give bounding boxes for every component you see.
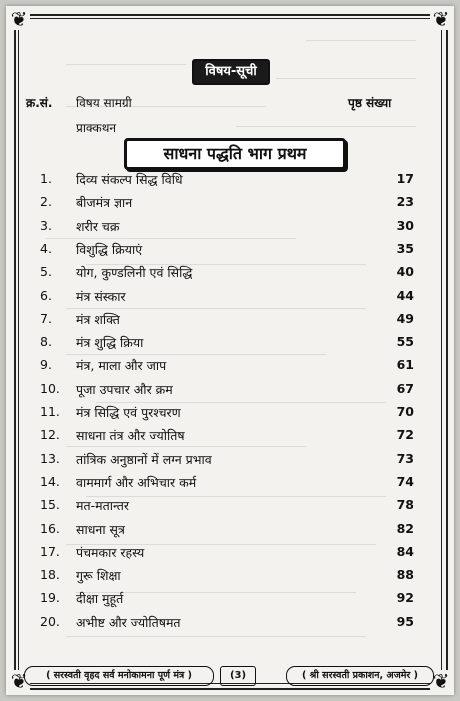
toc-title: विशुद्धि क्रियाएं — [76, 241, 143, 257]
toc-page: 17 — [396, 171, 414, 186]
toc-number: 15. — [40, 497, 60, 513]
toc-row — [6, 451, 454, 473]
toc-title: तांत्रिक अनुष्ठानों में लग्न प्रभाव — [76, 451, 212, 467]
toc-row — [6, 497, 454, 519]
toc-number: 16. — [40, 520, 60, 536]
toc-number: 9. — [40, 357, 52, 373]
header-subject: विषय सामग्री — [76, 96, 132, 110]
toc-number: 7. — [40, 310, 52, 326]
toc-row — [6, 218, 454, 240]
toc-row — [6, 241, 454, 263]
toc-number: 17. — [40, 543, 60, 559]
toc-page: 61 — [396, 357, 414, 373]
toc-number: 6. — [40, 287, 52, 303]
toc-title: गुरू शिक्षा — [76, 568, 121, 584]
toc-title: बीजमंत्र ज्ञान — [76, 195, 133, 211]
toc-number: 1. — [40, 171, 52, 186]
toc-page: 84 — [396, 543, 414, 559]
corner-ornament-icon: ❦ — [430, 670, 452, 692]
toc-number: 14. — [40, 473, 60, 489]
corner-ornament-icon: ❦ — [8, 8, 30, 30]
toc-number: 8. — [40, 334, 52, 350]
toc-number: 19. — [40, 590, 60, 606]
document-page — [6, 6, 454, 695]
toc-page: 73 — [396, 450, 414, 466]
toc-page: 88 — [396, 567, 414, 583]
toc-page: 40 — [396, 264, 414, 280]
toc-number: 18. — [40, 567, 60, 583]
header-serial: क्र.सं. — [26, 96, 53, 110]
toc-title: मंत्र संस्कार — [76, 288, 126, 304]
toc-number: 4. — [40, 240, 52, 256]
toc-page: 35 — [396, 240, 414, 256]
toc-title: योग, कुण्डलिनी एवं सिद्धि — [76, 265, 193, 281]
toc-page: 72 — [396, 427, 414, 443]
toc-number: 10. — [40, 380, 60, 396]
toc-title: मंत्र सिद्धि एवं पुरश्चरण — [76, 405, 181, 420]
toc-page: 67 — [396, 380, 414, 396]
toc-title: शरीर चक्र — [76, 218, 120, 234]
page-title: विषय-सूची — [192, 59, 270, 85]
toc-number: 12. — [40, 427, 60, 443]
toc-number: 5. — [40, 264, 52, 280]
toc-page: 23 — [396, 194, 414, 210]
footer-publisher: ( श्री सरस्वती प्रकाशन, अजमेर ) — [286, 666, 434, 686]
toc-row — [6, 311, 454, 333]
toc-title: वाममार्ग और अभिचार कर्म — [76, 474, 197, 490]
toc-number: 2. — [40, 194, 52, 210]
toc-title: मत-मतान्तर — [76, 498, 130, 514]
toc-page: 49 — [396, 310, 414, 326]
toc-title: पूजा उपचार और क्रम — [76, 381, 173, 397]
toc-row — [6, 264, 454, 286]
toc-row — [6, 404, 454, 426]
toc-page: 30 — [396, 217, 414, 233]
toc-page: 74 — [396, 473, 414, 489]
footer — [24, 666, 434, 688]
toc-row — [6, 474, 454, 496]
toc-page: 95 — [396, 613, 414, 629]
toc-page: 55 — [396, 334, 414, 350]
toc-row — [6, 544, 454, 566]
toc-number: 20. — [40, 613, 60, 629]
footer-book-title: ( सरस्वती वृहद सर्व मनोकामना पूर्ण मंत्र ) — [24, 666, 214, 686]
preface-entry: प्राक्कथन — [76, 121, 117, 135]
corner-ornament-icon: ❦ — [8, 670, 30, 692]
toc-title: मंत्र, माला और जाप — [76, 358, 167, 374]
toc-title: पंचमकार रहस्य — [76, 544, 145, 560]
toc-page: 78 — [396, 497, 414, 513]
toc-row — [6, 521, 454, 543]
toc-row — [6, 357, 454, 379]
footer-page-number: (3) — [220, 666, 256, 686]
toc-row — [6, 194, 454, 216]
toc-page: 92 — [396, 590, 414, 606]
toc-page: 70 — [396, 404, 414, 419]
toc-title: मंत्र शुद्धि क्रिया — [76, 335, 144, 351]
toc-row — [6, 427, 454, 449]
toc-page: 82 — [396, 520, 414, 536]
part-title: साधना पद्धति भाग प्रथम — [124, 138, 346, 170]
toc-page: 44 — [396, 287, 414, 303]
toc-number: 11. — [40, 404, 60, 419]
header-page-number: पृष्ठ संख्या — [348, 96, 392, 110]
toc-row — [6, 288, 454, 310]
toc-number: 3. — [40, 217, 52, 233]
toc-title: दीक्षा मुहूर्त — [76, 591, 124, 607]
toc-row — [6, 567, 454, 589]
toc-row — [6, 590, 454, 612]
toc-row — [6, 171, 454, 193]
toc-title: दिव्य संकल्प सिद्ध विधि — [76, 172, 183, 187]
toc-title: अभीष्ट और ज्योतिषमत — [76, 614, 181, 630]
toc-title: साधना सूत्र — [76, 521, 125, 537]
toc-title: साधना तंत्र और ज्योतिष — [76, 428, 185, 444]
toc-row — [6, 381, 454, 403]
corner-ornament-icon: ❦ — [430, 8, 452, 30]
toc-row — [6, 334, 454, 356]
toc-title: मंत्र शक्ति — [76, 311, 120, 327]
toc-row — [6, 614, 454, 636]
toc-number: 13. — [40, 450, 60, 466]
